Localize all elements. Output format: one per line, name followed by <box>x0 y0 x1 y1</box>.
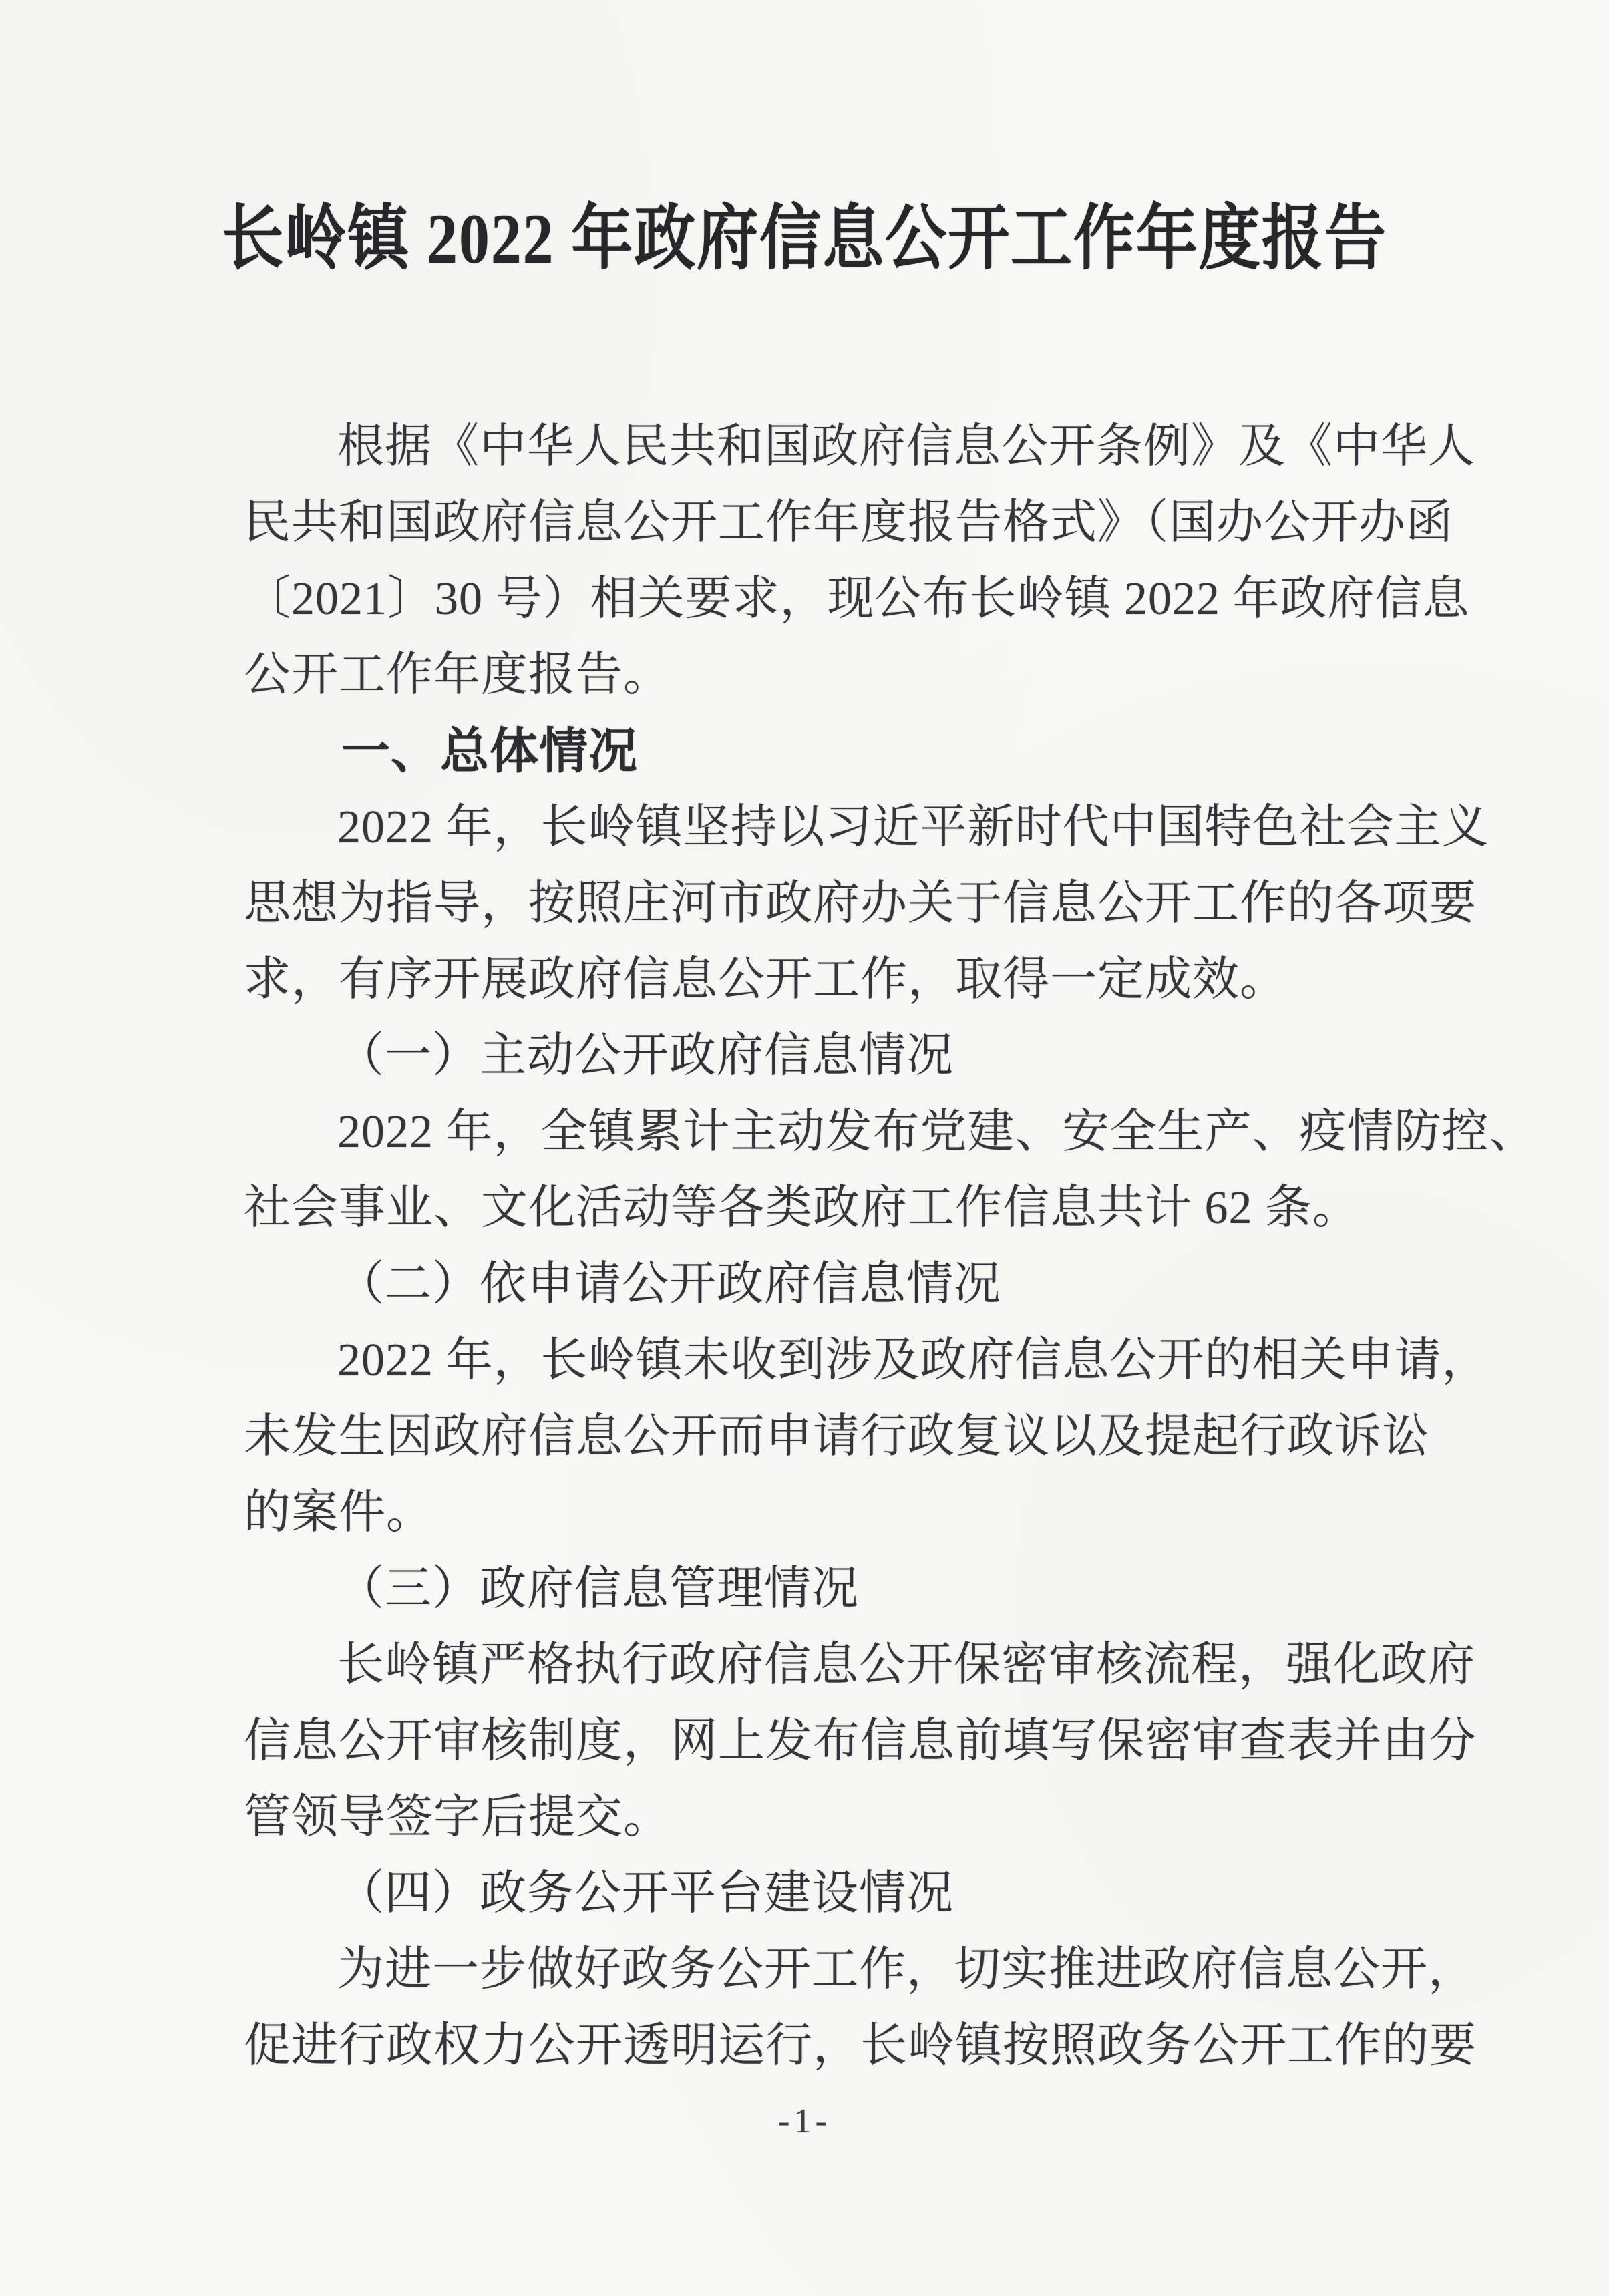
page-number: -1- <box>778 2102 831 2140</box>
text-line-12: （二）依申请公开政府信息情况 <box>337 1259 1001 1310</box>
text-line-9: （一）主动公开政府信息情况 <box>337 1030 954 1082</box>
text-line-3: 〔2021〕30 号）相关要求，现公布长岭镇 2022 年政府信息 <box>244 573 1470 625</box>
text-line-13: 2022 年，长岭镇未收到涉及政府信息公开的相关申请， <box>337 1335 1489 1386</box>
document-title: 长岭镇 2022 年政府信息公开工作年度报告 <box>222 200 1387 278</box>
text-line-5: 一、总体情况 <box>341 724 638 778</box>
text-line-7: 思想为指导，按照庄河市政府办关于信息公开工作的各项要 <box>244 878 1477 929</box>
text-line-10: 2022 年，全镇累计主动发布党建、安全生产、疫情防控、 <box>337 1106 1537 1158</box>
text-line-15: 的案件。 <box>244 1487 433 1538</box>
text-line-6: 2022 年，长岭镇坚持以习近平新时代中国特色社会主义 <box>337 802 1489 853</box>
text-line-1: 根据《中华人民共和国政府信息公开条例》及《中华人 <box>337 421 1475 472</box>
text-line-19: 管领导签字后提交。 <box>244 1792 671 1843</box>
text-line-22: 促进行政权力公开透明运行，长岭镇按照政务公开工作的要 <box>244 2020 1477 2072</box>
text-line-2: 民共和国政府信息公开工作年度报告格式》（国办公开办函 <box>244 497 1453 548</box>
text-line-21: 为进一步做好政务公开工作，切实推进政府信息公开， <box>337 1944 1475 1995</box>
text-line-8: 求，有序开展政府信息公开工作，取得一定成效。 <box>244 954 1287 1005</box>
text-line-4: 公开工作年度报告。 <box>244 649 671 701</box>
text-line-16: （三）政府信息管理情况 <box>337 1563 859 1615</box>
text-line-17: 长岭镇严格执行政府信息公开保密审核流程，强化政府 <box>337 1639 1475 1691</box>
text-line-20: （四）政务公开平台建设情况 <box>337 1868 954 1919</box>
text-line-11: 社会事业、文化活动等各类政府工作信息共计 62 条。 <box>244 1182 1360 1234</box>
text-line-14: 未发生因政府信息公开而申请行政复议以及提起行政诉讼 <box>244 1411 1429 1462</box>
document-body <box>244 409 1537 2084</box>
text-line-18: 信息公开审核制度，网上发布信息前填写保密审查表并由分 <box>244 1715 1477 1767</box>
